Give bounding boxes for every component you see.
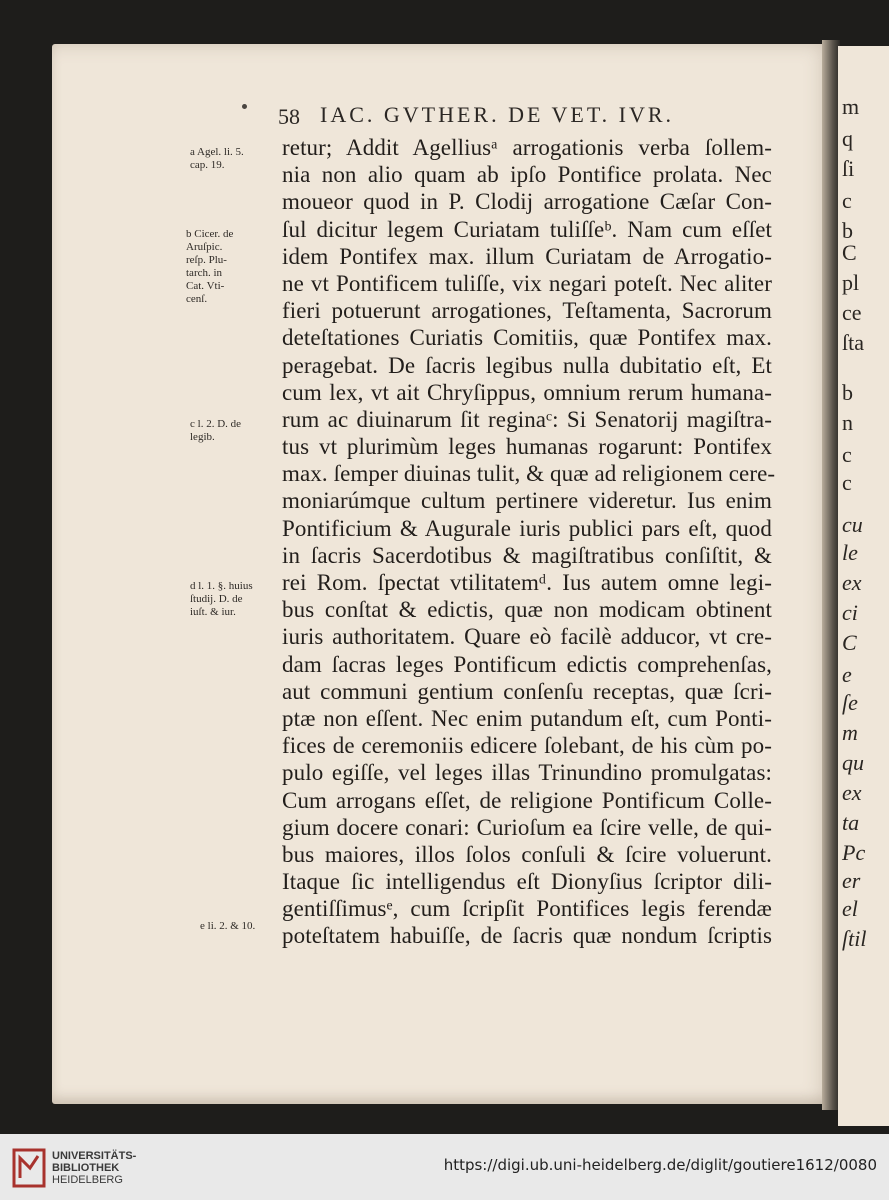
running-title: IAC. GVTHER. DE VET. IVR.: [320, 102, 675, 127]
text-line: fices de ceremoniis edicere ſolebant, de his cùm po-: [282, 733, 772, 759]
facing-page-fragment: Pc: [842, 840, 866, 865]
text-line: bus maiores, illos ſolos conſuli & ſcire voluerunt.: [282, 841, 772, 867]
text-line: bus conſtat & edictis, quæ non modicam obtinent: [282, 597, 772, 623]
text-line: gentiſſimusᵉ, cum ſcripſit Pontifices legis ferendæ: [282, 896, 772, 922]
ink-dot: [242, 104, 247, 109]
facing-page-fragment: b: [842, 380, 853, 405]
facing-page-fragment: q: [842, 126, 853, 151]
margin-note-b: b Cicer. de Aruſpic. reſp. Plu- tarch. in Cat. Vti- cenſ.: [186, 228, 234, 305]
text-line: moueor quod in P. Clodij arrogatione Cæſar Con-: [282, 189, 772, 215]
book-page-right-edge: [838, 46, 889, 1126]
text-line: cum lex, vt ait Chryſippus, omnium rerum humana-: [282, 379, 772, 405]
text-line: dam ſacras leges Pontificum edictis comprehenſas,: [282, 651, 772, 677]
facing-page-fragment: ce: [842, 300, 862, 325]
text-line: deteſtationes Curiatis Comitiis, quæ Pontifex max.: [282, 325, 772, 351]
margin-note-a: a Agel. li. 5. cap. 19.: [190, 146, 244, 171]
facing-page-fragment: C: [842, 630, 857, 655]
library-name-line-1: UNIVERSITÄTS-: [52, 1150, 137, 1162]
facing-page-fragment: ci: [842, 600, 858, 625]
viewer-footer: [0, 1134, 889, 1200]
text-line: moniarúmque cultum pertinere videretur. Ius enim: [282, 488, 772, 514]
text-line: iuris authoritatem. Quare eò facilè adducor, vt cre-: [282, 624, 772, 650]
text-line: pulo egiſſe, vel leges illas Trinundino promulgatas:: [282, 760, 772, 786]
text-line: max. ſemper diuinas tulit, & quæ ad religionem cere-: [282, 461, 776, 487]
facing-page-fragment: ſi: [842, 156, 855, 181]
facing-page-fragment: m: [842, 720, 858, 745]
library-name-line-2: BIBLIOTHEK: [52, 1162, 120, 1174]
facing-page-fragment: e: [842, 662, 852, 687]
text-line: poteſtatem habuiſſe, de ſacris quæ nondum ſcriptis: [282, 923, 772, 949]
text-line: Pontificium & Augurale iuris publici pars eſt, quod: [282, 515, 772, 541]
text-line: rum ac diuinarum ſit reginaᶜ: Si Senatorij magiſtra-: [282, 406, 772, 432]
text-line: idem Pontifex max. illum Curiatam de Arrogatio-: [282, 243, 772, 269]
page-number: 58: [278, 104, 300, 129]
text-line: retur; Addit Agelliusᵃ arrogationis verba ſollem-: [282, 135, 772, 160]
library-name: [52, 1150, 136, 1186]
text-line: in ſacris Sacerdotibus & magiſtratibus conſiſtit, &: [282, 542, 772, 568]
text-line: ſul dicitur legem Curiatam tuliſſeᵇ. Nam cum eſſet: [282, 216, 772, 242]
facing-page-fragment: cu: [842, 512, 863, 537]
facing-page-fragment: ta: [842, 810, 860, 835]
facing-page-fragment: ſe: [842, 690, 858, 715]
facing-page-fragment: c: [842, 442, 852, 467]
margin-note-d: d l. 1. §. huius ſtudij. D. de iuſt. & iur.: [190, 580, 253, 618]
facing-page-fragment: el: [842, 896, 858, 921]
text-line: peragebat. De ſacris legibus nulla dubitatio eſt, Et: [282, 352, 772, 378]
facing-page-fragment: qu: [842, 750, 864, 775]
margin-note-e: e li. 2. & 10.: [200, 920, 256, 932]
facing-page-fragment: n: [842, 410, 853, 435]
page-header: [250, 100, 710, 130]
facing-page-fragment: ſtil: [842, 926, 867, 951]
facing-page-fragment: ex: [842, 570, 862, 595]
text-line: Itaque ſic intelligendus eſt Dionyſius ſcriptor dili-: [282, 869, 772, 895]
facing-page-fragment: pl: [842, 270, 860, 295]
facing-page-fragment: c: [842, 470, 852, 495]
facing-page-fragment: c: [842, 188, 852, 213]
facing-page-fragment: ex: [842, 780, 862, 805]
main-text-block: [282, 134, 776, 950]
facing-page-fragment: C: [842, 240, 857, 265]
text-line: ptæ non eſſent. Nec enim putandum eſt, cum Ponti-: [282, 705, 772, 731]
facing-page-fragment: ſta: [842, 330, 864, 355]
facing-page-fragment: b: [842, 218, 853, 243]
library-name-line-3: HEIDELBERG: [52, 1174, 123, 1186]
page-url-link[interactable]: https://digi.ub.uni-heidelberg.de/diglit/goutiere1612/0080: [443, 1156, 877, 1174]
text-line: gium docere conari: Curioſum ea ſcire velle, de qui-: [282, 814, 772, 840]
text-line: rei Rom. ſpectat vtilitatemᵈ. Ius autem omne legi-: [282, 570, 772, 595]
text-line: ne vt Pontificem tuliſſe, vix negari poteſt. Nec aliter: [282, 270, 772, 296]
text-line: tus vt plurimùm leges humanas rogarunt: Pontifex: [282, 434, 772, 460]
text-line: nia non alio quam ab ipſo Pontifice prolata. Nec: [282, 162, 772, 188]
text-line: aut communi gentium conſenſu receptas, quæ ſcri-: [282, 678, 772, 704]
library-logo-icon: [12, 1148, 46, 1188]
text-line: Cum arrogans eſſet, de religione Pontificum Colle-: [282, 787, 772, 813]
text-line: fieri potuerunt arrogationes, Teſtamenta, Sacrorum: [282, 298, 772, 324]
margin-note-c: c l. 2. D. de legib.: [190, 418, 242, 443]
facing-page-fragment: m: [842, 94, 860, 119]
facing-page-fragment: le: [842, 540, 858, 565]
facing-page-fragment: er: [842, 868, 861, 893]
